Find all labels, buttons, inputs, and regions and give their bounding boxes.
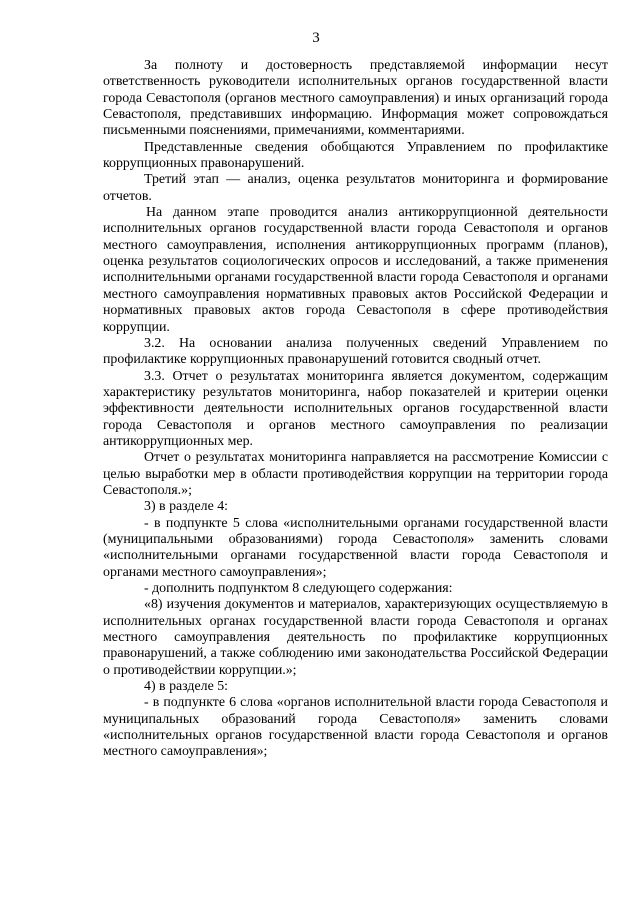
paragraph-subitem-5: - в подпункте 5 слова «исполнительными органами государственной власти (муниципальными образованиями) города Севастополя» заменить словами «исполнительными органами государственной власти города Севастополя и органами местного самоуправления»; (103, 515, 608, 580)
paragraph-responsibility: За полноту и достоверность представляемой информации несут ответственность руководители исполнительных органов государственной власти города Севастополя (органов местного самоуправления) и иных организаций города Севастополя, представивших информацию. Информация может сопровождаться письменными пояснениями, примечаниями, комментариями. (103, 58, 608, 139)
paragraph-section-4: 3) в разделе 4: (144, 499, 229, 515)
paragraph-3-3: 3.3. Отчет о результатах мониторинга является документом, содержащим характеристику результатов мониторинга, набор показателей и критерии оценки эффективности деятельности исполнительных органов государственной власти города Севастополя и органов местного самоуправления по реализации антикоррупционных мер. (103, 368, 608, 449)
paragraph-analysis: На данном этапе проводится анализ антикоррупционной деятельности исполнительных органов государственной власти города Севастополя и органов местного самоуправления, исполнения антикоррупционных программ (планов), оценка результатов социологических опросов и исследований, а также применения исполнительными органами государственной власти города Севастополя и органами местного самоуправления нормативных правовых актов Российской Федерации и нормативных правовых актов города Севастополя в сфере противодействия коррупции. (103, 205, 608, 335)
page-number: 3 (312, 30, 320, 46)
paragraph-3-2: 3.2. На основании анализа полученных сведений Управлением по профилактике коррупционных правонарушений готовится сводный отчет. (103, 335, 608, 368)
paragraph-subitem-6: - в подпункте 6 слова «органов исполнительной власти города Севастополя и муниципальных образований города Севастополя» заменить словами «исполнительных органов государственной власти города Севастополя и органов местного самоуправления»; (103, 695, 608, 760)
document-body (103, 58, 608, 761)
paragraph-third-stage: Третий этап — анализ, оценка результатов мониторинга и формирование отчетов. (103, 172, 608, 204)
paragraph-section-5: 4) в разделе 5: (144, 679, 229, 695)
paragraph-subitem-8-text: «8) изучения документов и материалов, характеризующих осуществляемую в исполнительных органах государственной власти города Севастополя и органах местного самоуправления деятельность по профилактике коррупционных правонарушений, а также соблюдению ими законодательства Российской Федерации о противодействии коррупции.»; (103, 597, 608, 678)
paragraph-add-subitem-8: - дополнить подпунктом 8 следующего содержания: (144, 581, 453, 596)
paragraph-report-sent: Отчет о результатах мониторинга направляется на рассмотрение Комиссии с целью выработки мер в области противодействия коррупции на территории города Севастополя.»; (103, 450, 608, 498)
paragraph-summary: Представленные сведения обобщаются Управлением по профилактике коррупционных правонарушений. (103, 139, 608, 172)
